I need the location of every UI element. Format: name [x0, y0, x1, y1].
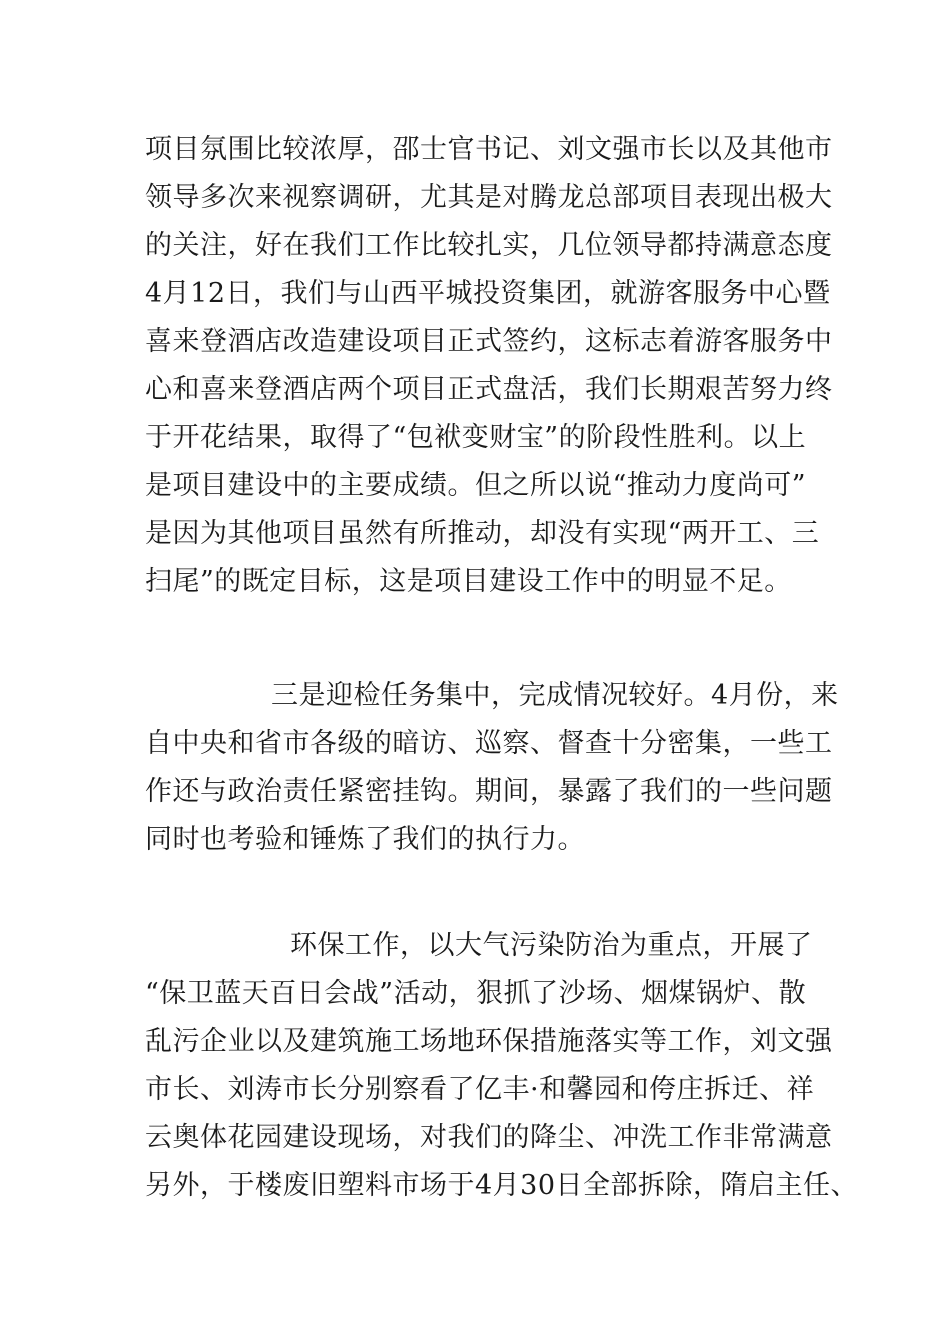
- paragraph-3-line-6: 另外，于楼废旧塑料市场于4月30日全部拆除，隋启主任、: [145, 1170, 859, 1201]
- paragraph-3-line-5: 云奥体花园建设现场，对我们的降尘、冲洗工作非常满意: [145, 1122, 833, 1153]
- paragraph-1-line-10: 扫尾”的既定目标，这是项目建设工作中的明显不足。: [145, 566, 792, 597]
- paragraph-2-line-4: 同时也考验和锤炼了我们的执行力。: [145, 824, 585, 855]
- paragraph-1-line-9: 是因为其他项目虽然有所推动，却没有实现“两开工、三: [145, 518, 820, 549]
- paragraph-2-line-2: 自中央和省市各级的暗访、巡察、督查十分密集，一些工: [145, 728, 833, 759]
- paragraph-1-line-4: 4月12日，我们与山西平城投资集团，就游客服务中心暨: [145, 278, 831, 309]
- paragraph-1-line-8: 是项目建设中的主要成绩。但之所以说“推动力度尚可”: [145, 470, 807, 501]
- paragraph-1-line-2: 领导多次来视察调研，尤其是对腾龙总部项目表现出极大: [145, 182, 833, 213]
- paragraph-1-line-1: 项目氛围比较浓厚，邵士官书记、刘文强市长以及其他市: [145, 134, 833, 165]
- paragraph-2-line-3: 作还与政治责任紧密挂钩。期间，暴露了我们的一些问题: [145, 776, 833, 807]
- paragraph-3-line-1: 环保工作，以大气污染防治为重点，开展了: [290, 930, 813, 961]
- paragraph-1-line-5: 喜来登酒店改造建设项目正式签约，这标志着游客服务中: [145, 326, 833, 357]
- paragraph-2-line-1: 三是迎检任务集中，完成情况较好。4月份，来: [271, 680, 839, 711]
- paragraph-1-line-6: 心和喜来登酒店两个项目正式盘活，我们长期艰苦努力终: [145, 374, 833, 405]
- paragraph-1-line-7: 于开花结果，取得了“包袱变财宝”的阶段性胜利。以上: [145, 422, 807, 453]
- paragraph-1-line-3: 的关注，好在我们工作比较扎实，几位领导都持满意态度: [145, 230, 833, 261]
- paragraph-3-line-3: 乱污企业以及建筑施工场地环保措施落实等工作，刘文强: [145, 1026, 833, 1057]
- paragraph-3-line-4: 市长、刘涛市长分别察看了亿丰·和馨园和侉庄拆迁、祥: [145, 1074, 815, 1105]
- paragraph-3-line-2: “保卫蓝天百日会战”活动，狠抓了沙场、烟煤锅炉、散: [145, 978, 807, 1009]
